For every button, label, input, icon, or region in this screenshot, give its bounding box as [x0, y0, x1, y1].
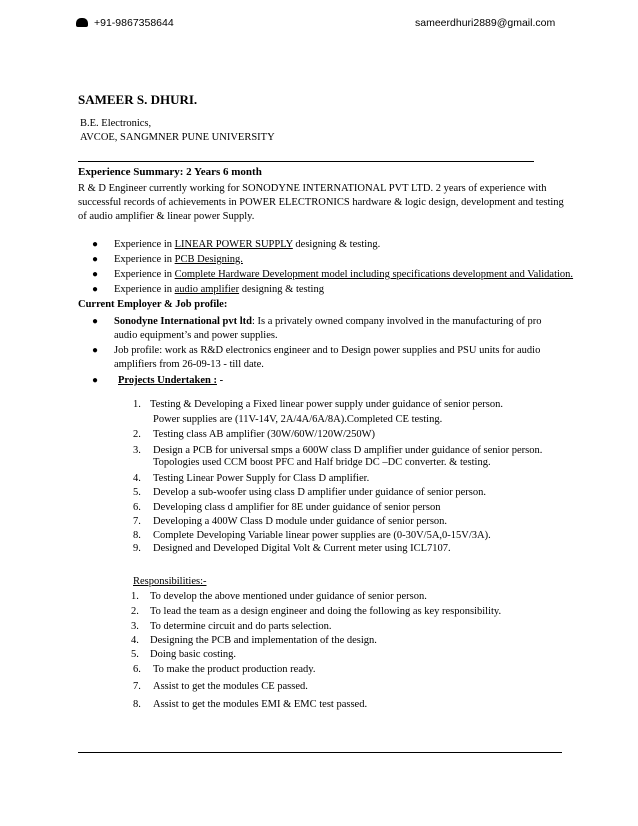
project-number: 3.	[133, 445, 141, 456]
project-item: Testing Linear Power Supply for Class D amplifier.	[153, 473, 370, 484]
project-item-cont: Power supplies are (11V-14V, 2A/4A/6A/8A).Completed CE testing.	[153, 414, 443, 425]
section-divider	[78, 161, 534, 162]
company-name: Sonodyne International pvt ltd	[114, 316, 252, 327]
bullet-icon: ●	[92, 345, 99, 356]
bullet-icon: ●	[92, 316, 99, 327]
responsibility-item: Assist to get the modules CE passed.	[153, 681, 308, 692]
responsibility-number: 3.	[131, 621, 139, 632]
email-address[interactable]: sameerdhuri2889@gmail.com	[415, 17, 556, 29]
project-item: Testing & Developing a Fixed linear power supply under guidance of senior person.	[150, 399, 503, 410]
project-item: Design a PCB for universal smps a 600W class D amplifier under guidance of senior person.	[153, 445, 543, 456]
company-description: Sonodyne International pvt ltd: Is a privately owned company involved in the manufacturing of pro	[114, 316, 542, 327]
bullet-icon: ●	[92, 375, 99, 386]
experience-link[interactable]: audio amplifier	[174, 284, 240, 295]
project-item-cont: Topologies used CCM boost PFC and Half bridge DC –DC converter. & testing.	[153, 457, 491, 468]
education-college: AVCOE, SANGMNER PUNE UNIVERSITY	[80, 132, 275, 143]
summary-heading: Experience Summary: 2 Years 6 month	[78, 166, 262, 178]
employer-heading: Current Employer & Job profile:	[78, 299, 228, 310]
footer-divider	[78, 752, 562, 753]
experience-item: Experience in LINEAR POWER SUPPLY designing & testing.	[114, 239, 381, 250]
experience-item: Experience in Complete Hardware Development model including specifications development and Validation.	[114, 269, 574, 280]
responsibility-item: Doing basic costing.	[150, 649, 237, 660]
experience-link[interactable]: LINEAR POWER SUPPLY	[174, 239, 293, 250]
summary-line: of audio amplifier & linear power Supply.	[78, 211, 255, 222]
candidate-name: SAMEER S. DHURI.	[78, 92, 198, 107]
project-item: Designed and Developed Digital Volt & Current meter using ICL7107.	[153, 543, 451, 554]
projects-heading: Projects Undertaken : -	[118, 375, 224, 386]
responsibility-number: 5.	[131, 649, 139, 660]
phone-number: +91-9867358644	[94, 17, 174, 29]
responsibilities-heading: Responsibilities:-	[133, 576, 207, 587]
phone-contact	[76, 17, 174, 29]
responsibility-item: To develop the above mentioned under guidance of senior person.	[150, 591, 427, 602]
job-profile-cont: amplifiers from 26-09-13 - till date.	[114, 359, 264, 370]
experience-link[interactable]: Complete Hardware Development model including specifications development and Validation.	[174, 269, 574, 280]
project-item: Complete Developing Variable linear power supplies are (0-30V/5A,0-15V/3A).	[153, 530, 491, 541]
bullet-icon: ●	[92, 239, 99, 250]
responsibility-number: 8.	[133, 699, 141, 710]
project-number: 7.	[133, 516, 141, 527]
project-number: 5.	[133, 487, 141, 498]
responsibility-number: 2.	[131, 606, 139, 617]
phone-icon	[76, 18, 88, 27]
responsibility-number: 6.	[133, 664, 141, 675]
experience-item: Experience in PCB Designing.	[114, 254, 243, 265]
responsibility-item: To determine circuit and do parts selection.	[150, 621, 332, 632]
job-profile: Job profile: work as R&D electronics engineer and to Design power supplies and PSU units for audio	[114, 345, 541, 356]
summary-line: R & D Engineer currently working for SONODYNE INTERNATIONAL PVT LTD. 2 years of experience with	[78, 183, 547, 194]
project-number: 4.	[133, 473, 141, 484]
project-item: Developing a 400W Class D module under guidance of senior person.	[153, 516, 448, 527]
experience-item: Experience in audio amplifier designing & testing	[114, 284, 324, 295]
education-degree: B.E. Electronics,	[80, 118, 152, 129]
project-item: Testing class AB amplifier (30W/60W/120W/250W)	[153, 429, 376, 440]
project-item: Developing class d amplifier for 8E under guidance of senior person	[153, 502, 441, 513]
project-number: 1.	[133, 399, 141, 410]
bullet-icon: ●	[92, 284, 99, 295]
project-number: 6.	[133, 502, 141, 513]
summary-line: successful records of achievements in POWER ELECTRONICS hardware & logic design, development and testing	[78, 197, 564, 208]
responsibility-number: 4.	[131, 635, 139, 646]
project-number: 9.	[133, 543, 141, 554]
bullet-icon: ●	[92, 254, 99, 265]
responsibility-item: To lead the team as a design engineer and doing the following as key responsibility.	[150, 606, 502, 617]
responsibility-item: Assist to get the modules EMI & EMC test passed.	[153, 699, 368, 710]
responsibility-item: Designing the PCB and implementation of the design.	[150, 635, 377, 646]
responsibility-item: To make the product production ready.	[153, 664, 316, 675]
responsibility-number: 1.	[131, 591, 139, 602]
company-description-cont: audio equipment’s and power supplies.	[114, 330, 278, 341]
bullet-icon: ●	[92, 269, 99, 280]
experience-link[interactable]: PCB Designing.	[174, 254, 243, 265]
project-item: Develop a sub-woofer using class D amplifier under guidance of senior person.	[153, 487, 486, 498]
project-number: 8.	[133, 530, 141, 541]
responsibility-number: 7.	[133, 681, 141, 692]
project-number: 2.	[133, 429, 141, 440]
